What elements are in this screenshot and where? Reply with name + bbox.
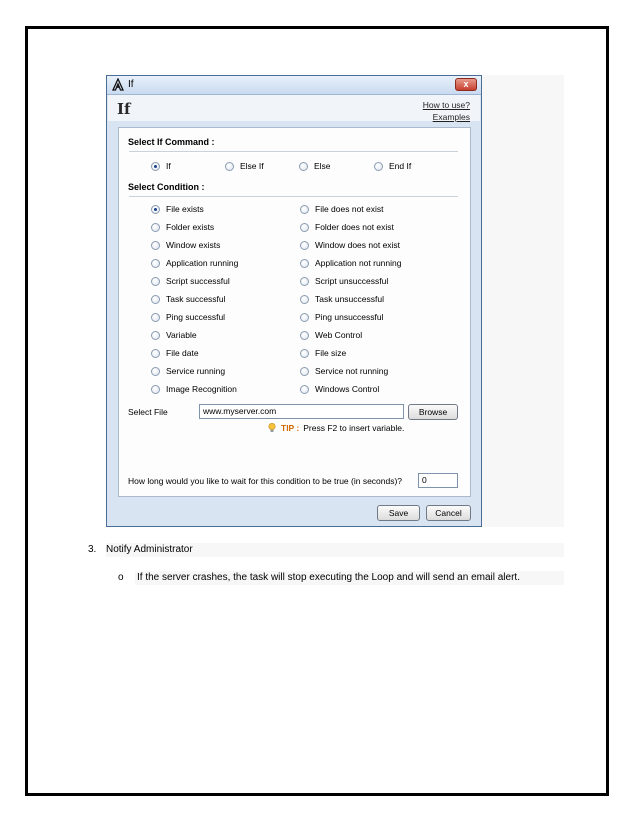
select-file-input[interactable]: www.myserver.com <box>199 404 404 419</box>
condition-file-exists[interactable]: File exists <box>151 204 204 214</box>
radio-icon <box>151 385 160 394</box>
condition-folder-does-not-exist[interactable]: Folder does not exist <box>300 222 394 232</box>
tip-text: Press F2 to insert variable. <box>303 423 405 433</box>
radio-icon <box>300 295 309 304</box>
settings-panel <box>118 127 471 497</box>
radio-icon <box>151 331 160 340</box>
condition-file-size[interactable]: File size <box>300 348 346 358</box>
tip-line <box>268 423 404 433</box>
condition-image-recognition[interactable]: Image Recognition <box>151 384 237 394</box>
radio-icon <box>225 162 234 171</box>
radio-icon <box>151 277 160 286</box>
radio-icon <box>151 367 160 376</box>
window-title: If <box>128 79 134 90</box>
bullet-text: If the server crashes, the task will stop executing the Loop and will send an email alert. <box>137 572 520 583</box>
command-option-end-if[interactable]: End If <box>374 161 411 171</box>
wait-label: How long would you like to wait for this condition to be true (in seconds)? <box>128 476 403 486</box>
how-to-use-link[interactable]: How to use? <box>422 100 470 110</box>
condition-separator <box>129 196 458 198</box>
command-option-if[interactable]: If <box>151 161 171 171</box>
radio-icon <box>300 349 309 358</box>
list-item-text: Notify Administrator <box>106 544 193 555</box>
radio-icon <box>374 162 383 171</box>
dialog-header <box>108 95 480 121</box>
command-option-else[interactable]: Else <box>299 161 331 171</box>
app-logo-icon <box>112 78 124 91</box>
condition-web-control[interactable]: Web Control <box>300 330 362 340</box>
condition-ping-successful[interactable]: Ping successful <box>151 312 225 322</box>
radio-icon <box>299 162 308 171</box>
radio-icon <box>300 313 309 322</box>
radio-icon <box>300 331 309 340</box>
background-shade <box>482 75 564 527</box>
condition-service-running[interactable]: Service running <box>151 366 225 376</box>
title-bar[interactable] <box>107 76 481 95</box>
save-button[interactable]: Save <box>377 505 420 521</box>
condition-script-unsuccessful[interactable]: Script unsuccessful <box>300 276 388 286</box>
condition-service-not-running[interactable]: Service not running <box>300 366 388 376</box>
dialog-heading: If <box>117 100 131 118</box>
radio-icon <box>300 367 309 376</box>
radio-icon <box>151 223 160 232</box>
radio-selected-icon <box>151 205 160 214</box>
command-option-else-if[interactable]: Else If <box>225 161 264 171</box>
condition-file-date[interactable]: File date <box>151 348 199 358</box>
browse-button[interactable]: Browse <box>408 404 458 420</box>
condition-script-successful[interactable]: Script successful <box>151 276 230 286</box>
tip-label: TIP : <box>281 423 300 433</box>
radio-icon <box>300 223 309 232</box>
bullet-marker: o <box>118 572 124 583</box>
condition-window-does-not-exist[interactable]: Window does not exist <box>300 240 400 250</box>
radio-icon <box>151 313 160 322</box>
radio-icon <box>151 349 160 358</box>
condition-application-not-running[interactable]: Application not running <box>300 258 401 268</box>
radio-icon <box>300 259 309 268</box>
condition-application-running[interactable]: Application running <box>151 258 238 268</box>
wait-seconds-input[interactable]: 0 <box>418 473 458 488</box>
radio-icon <box>151 259 160 268</box>
list-item-number: 3. <box>88 544 97 555</box>
condition-task-unsuccessful[interactable]: Task unsuccessful <box>300 294 384 304</box>
command-separator <box>129 151 458 153</box>
condition-section-label: Select Condition : <box>128 182 205 192</box>
radio-icon <box>151 241 160 250</box>
condition-task-successful[interactable]: Task successful <box>151 294 226 304</box>
cancel-button[interactable]: Cancel <box>426 505 471 521</box>
condition-ping-unsuccessful[interactable]: Ping unsuccessful <box>300 312 384 322</box>
condition-folder-exists[interactable]: Folder exists <box>151 222 214 232</box>
condition-file-does-not-exist[interactable]: File does not exist <box>300 204 384 214</box>
condition-variable[interactable]: Variable <box>151 330 197 340</box>
radio-icon <box>151 295 160 304</box>
radio-selected-icon <box>151 162 160 171</box>
condition-windows-control[interactable]: Windows Control <box>300 384 379 394</box>
examples-link[interactable]: Examples <box>432 112 470 122</box>
lightbulb-icon <box>268 423 276 433</box>
radio-icon <box>300 385 309 394</box>
select-file-label: Select File <box>128 407 168 417</box>
close-button[interactable]: x <box>455 78 477 91</box>
radio-icon <box>300 277 309 286</box>
command-section-label: Select If Command : <box>128 137 215 147</box>
radio-icon <box>300 205 309 214</box>
if-dialog <box>106 75 482 527</box>
condition-window-exists[interactable]: Window exists <box>151 240 220 250</box>
radio-icon <box>300 241 309 250</box>
